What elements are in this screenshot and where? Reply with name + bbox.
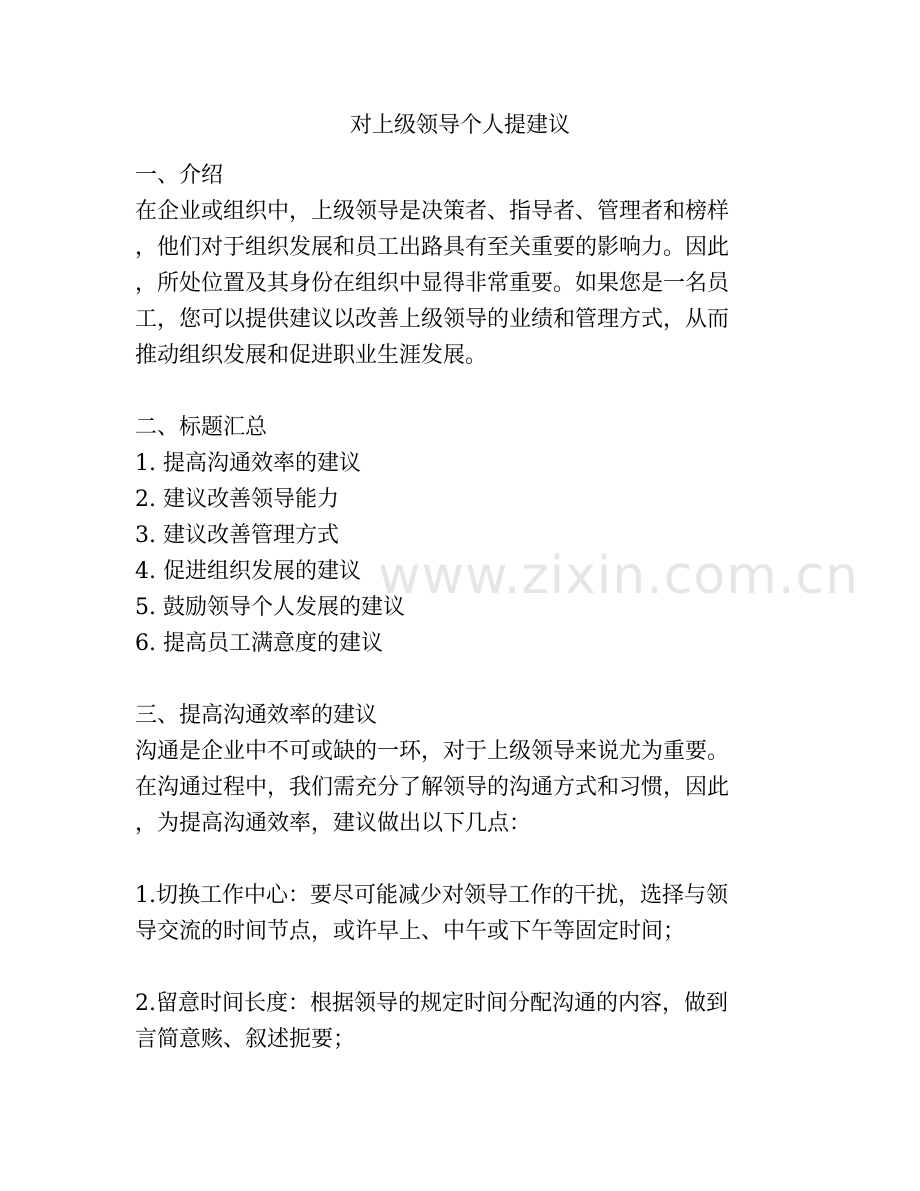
paragraph-line: 2.留意时间长度：根据领导的规定时间分配沟通的内容，做到 (135, 991, 728, 1016)
blank-line (135, 662, 795, 698)
document-title: 对上级领导个人提建议 (349, 113, 570, 138)
paragraph-line: 在企业或组织中，上级领导是决策者、指导者、管理者和榜样 (135, 199, 730, 224)
list-item: 3. 建议改善管理方式 (135, 523, 339, 548)
blank-line (135, 842, 795, 878)
section-heading-intro: 一、介绍 (135, 163, 224, 188)
paragraph-line: ，所处位置及其身份在组织中显得非常重要。如果您是一名员 (135, 271, 730, 296)
section-heading-summary: 二、标题汇总 (135, 415, 268, 440)
section-heading-communication: 三、提高沟通效率的建议 (135, 703, 378, 728)
paragraph-line: 沟通是企业中不可或缺的一环，对于上级领导来说尤为重要。 (135, 739, 730, 764)
paragraph-line: 在沟通过程中，我们需充分了解领导的沟通方式和习惯，因此 (135, 775, 730, 800)
blank-line (135, 950, 795, 986)
blank-line (135, 374, 795, 410)
paragraph-line: 1.切换工作中心：要尽可能减少对领导工作的干扰，选择与领 (135, 883, 728, 908)
paragraph-line: 工，您可以提供建议以改善上级领导的业绩和管理方式，从而 (135, 307, 730, 332)
watermark: www.zixin.com.cn (378, 546, 859, 606)
paragraph-line: 导交流的时间节点，或许早上、中午或下午等固定时间； (135, 919, 686, 944)
paragraph-line: 言简意赅、叙述扼要； (135, 1027, 356, 1052)
paragraph-line: ，为提高沟通效率，建议做出以下几点： (135, 811, 532, 836)
list-item: 2. 建议改善领导能力 (135, 487, 339, 512)
list-item: 5. 鼓励领导个人发展的建议 (135, 595, 405, 620)
paragraph-line: 推动组织发展和促进职业生涯发展。 (135, 343, 488, 368)
list-item: 4. 促进组织发展的建议 (135, 559, 361, 584)
document-body (135, 158, 795, 1058)
list-item: 6. 提高员工满意度的建议 (135, 631, 383, 656)
paragraph-line: ，他们对于组织发展和员工出路具有至关重要的影响力。因此 (135, 235, 730, 260)
list-item: 1. 提高沟通效率的建议 (135, 451, 361, 476)
